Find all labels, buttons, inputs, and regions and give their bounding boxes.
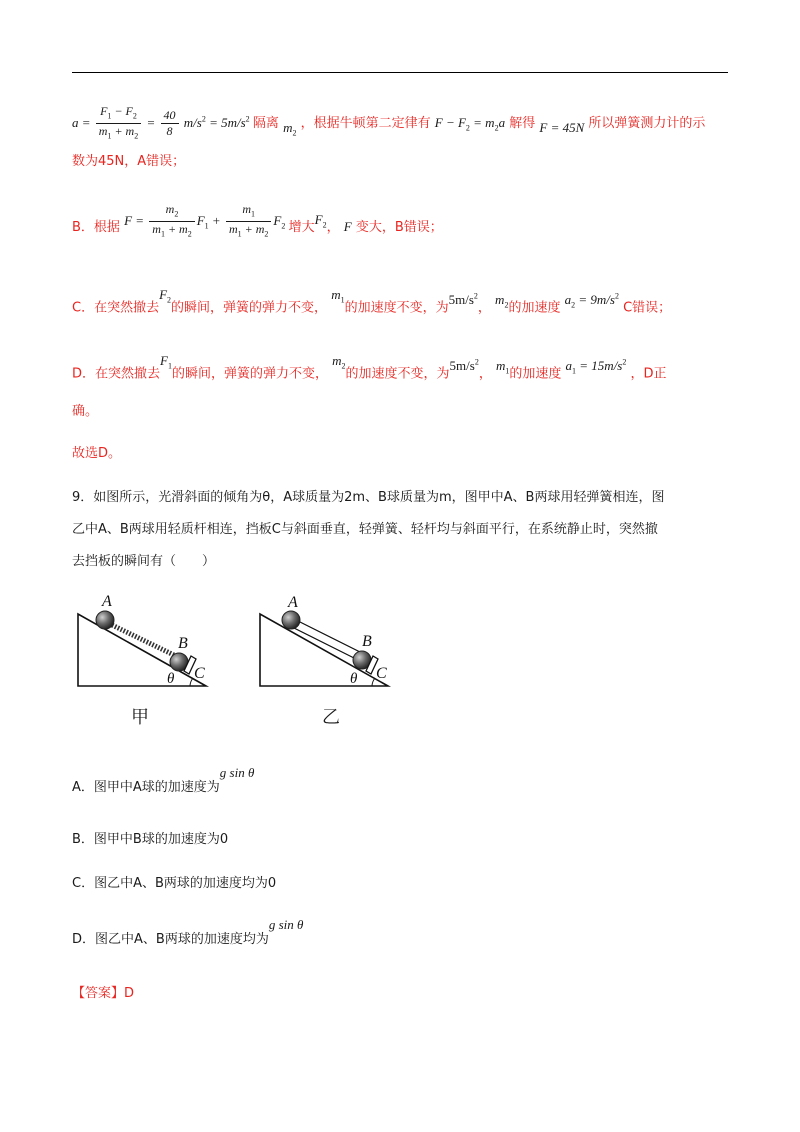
symbol-m2: $m_2$ [283,119,297,138]
solution-line-5 [72,353,667,389]
value-a2: $a_2 = 9m/s^2$ [564,292,619,310]
solution-line-2: 数为45N，A错误； [72,154,186,169]
symbol-m2-c: $m_2$ [495,292,509,310]
ball-a-jia [96,611,114,629]
option-c: C．图乙中A、B两球的加速度均为0 [72,876,277,891]
angle-arc-jia [190,678,193,686]
symbol-F2-c: $F_2$ [159,287,172,305]
text-b-wrong: 变大，B错误； [355,219,443,235]
text-increase: 增大 [288,219,315,235]
text-c-spring: 的瞬间，弹簧的弹力不变， [171,300,328,316]
symbol-F2: $F_2$ [314,211,327,230]
text-b-according: B．根据 [72,219,120,235]
value-a1: $a_1 = 15m/s^2$ [565,358,627,376]
figure-label-yi: 乙 [322,707,340,728]
label-b-yi: B [362,633,372,650]
figure-yi [254,590,404,690]
question-line-2: 乙中A、B两球用轻质杆相连，挡板C与斜面垂直，轻弹簧、轻杆均与斜面平行，在系统静止时，突然撤 [72,522,658,537]
label-a-jia: A [102,593,112,610]
figure-jia [72,590,222,690]
value-d-5ms2: $5m/s^2$ [449,358,479,374]
text-c-wrong: C错误； [623,300,672,316]
text-d-accel-same: 的加速度不变，为 [345,366,450,382]
answer-text: 【答案】D [72,986,135,1001]
text-spring-scale: 所以弹簧测力计的示 [588,115,706,131]
formula-F-expression: F = $\frac{m_2}{m_1 + m_2}$ $F_1$ + $\frac{m_1}{m_1 + m_2}$ $F_2$ [124,202,286,239]
solution-line-1 [72,104,705,144]
label-theta-jia: θ [167,671,175,687]
symbol-F: F [343,218,352,234]
option-d-text: D．图乙中A、B两球的加速度均为 [72,932,269,947]
option-a [72,765,255,798]
text-c-remove: C．在突然撤去 [72,300,160,316]
label-c-jia: C [194,665,205,682]
solution-line-4 [72,287,672,323]
ball-a-yi [282,611,300,629]
incline-yi [260,614,388,686]
angle-arc-yi [372,678,375,686]
text-isolate: 隔离 [252,115,279,131]
text-comma: ， [326,219,340,235]
text-c-accel-same: 的加速度不变，为 [344,300,449,316]
value-c-5ms2: $5m/s^2$ [448,292,478,308]
solution-line-3 [72,202,443,248]
symbol-m1-c: $m_1$ [331,287,345,305]
text-d-accel: 的加速度 [509,366,562,382]
rod [288,618,364,661]
formula-newton: $F - F_2 = m_2a$ [434,114,506,133]
label-a-yi: A [288,594,298,611]
figure-label-jia: 甲 [131,707,149,728]
option-a-value: g sin θ [219,765,255,780]
formula-result-F: F = 45N [539,119,585,135]
text-d-spring: 的瞬间，弹簧的弹力不变， [171,366,328,382]
symbol-F1-d: $F_1$ [160,353,172,371]
text-d-correct: ，D正 [630,366,667,382]
text-d-comma: ， [478,366,492,382]
text-newton: ，根据牛顿第二定律有 [300,115,431,131]
symbol-m1-d: $m_1$ [495,358,510,376]
answer-line [72,984,134,1004]
option-a-text: A．图甲中A球的加速度为 [72,780,220,795]
text-d-remove: D．在突然撤去 [72,366,161,382]
symbol-m2-d: $m_2$ [332,353,346,371]
option-d-value: g sin θ [268,917,304,932]
label-b-jia: B [178,635,188,652]
question-line-3: 去挡板的瞬间有（ ） [72,554,216,569]
option-b: B．图甲中B球的加速度为0 [72,832,229,847]
solution-line-6: 确。 [72,404,99,419]
label-c-yi: C [376,665,387,682]
option-d [72,917,304,950]
header-rule [72,72,728,73]
solution-line-7: 故选D。 [72,446,122,461]
text-solve: 解得 [509,115,536,131]
label-theta-yi: θ [350,671,358,687]
text-c-comma: ， [477,300,491,316]
formula-acceleration: a = $\frac{F_1 - F_2}{m_1 + m_2}$ = $\frac{40}{8}$ $m/s^2 = 5m/s^2$ [72,104,250,141]
text-c-accel: 的加速度 [508,300,561,316]
question-line-1: 9．如图所示，光滑斜面的倾角为θ，A球质量为2m、B球质量为m，图甲中A、B两球用轻弹簧相连，图 [72,490,665,505]
